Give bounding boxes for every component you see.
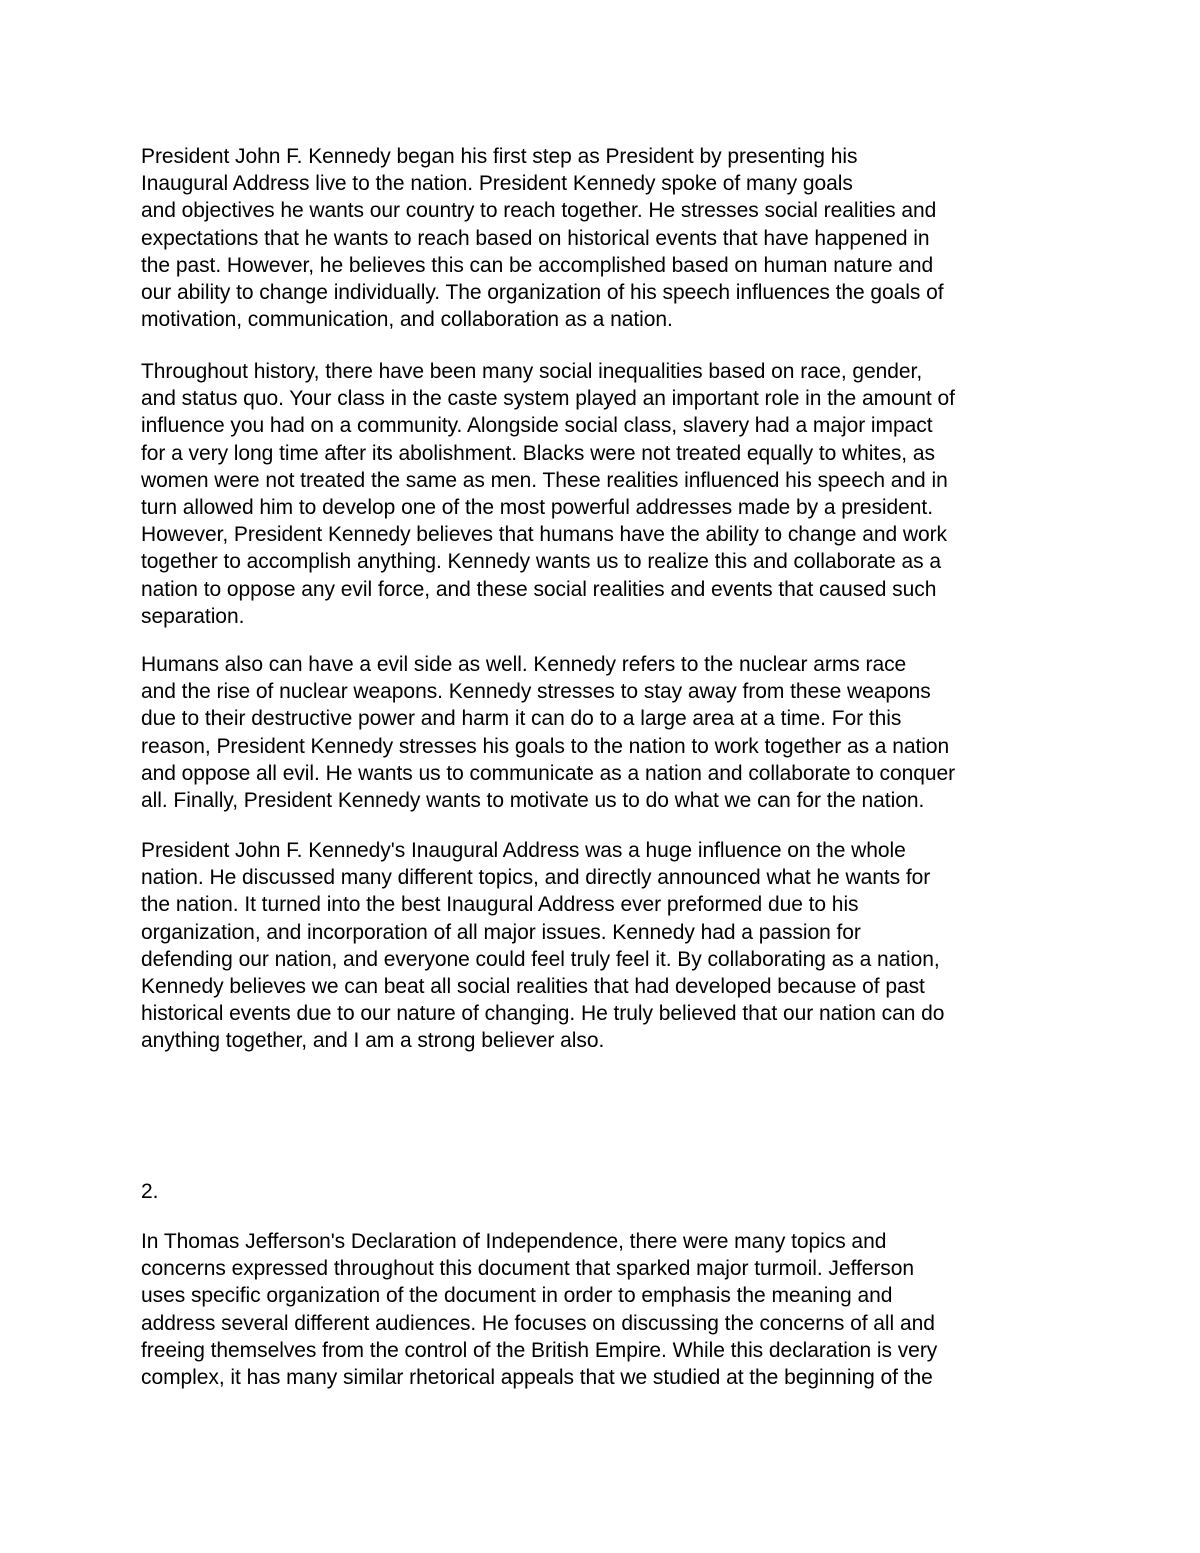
paragraph-jefferson-intro: In Thomas Jefferson's Declaration of Independence, there were many topics and concerns expressed throughout this document that sparked major turmoil. Jefferson uses specific organization of the document in order to emphasis the meaning and address several different audiences. He focuses on discussing the concerns of all and freeing themselves from the control of the British Empire. While this declaration is very complex, it has many similar rhetorical appeals that we studied at the beginning of the [141, 1230, 938, 1390]
paragraph-kennedy-intro: President John F. Kennedy began his first step as President by presenting his Inaugural Address live to the nation. President Kennedy spoke of many goals and objectives he wants our country to reach together. He stresses social realities and expectations that he wants to reach based on historical events that have happened in the past. However, he believes this can be accomplished based on human nature and our ability to change individually. The organization of his speech influences the goals of motivation, communication, and collaboration as a nation. [141, 145, 944, 332]
paragraph-nuclear-weapons: Humans also can have a evil side as well. Kennedy refers to the nuclear arms race and the rise of nuclear weapons. Kennedy stresses to stay away from these weapons due to their destructive power and harm it can do to a large area at a time. For this reason, President Kennedy stresses his goals to the nation to work together as a nation and oppose all evil. He wants us to communicate as a nation and collaborate to conquer all. Finally, President Kennedy wants to motivate us to do what we can for the nation. [141, 653, 956, 813]
paragraph-kennedy-conclusion: President John F. Kennedy's Inaugural Address was a huge influence on the whole nation. He discussed many different topics, and directly announced what he wants for the nation. It turned into the best Inaugural Address ever preformed due to his organization, and incorporation of all major issues. Kennedy had a passion for defending our nation, and everyone could feel truly feel it. By collaborating as a nation, Kennedy believes we can beat all social realities that had developed because of past historical events due to our nature of changing. He truly believed that our nation can do anything together, and I am a strong believer also. [141, 839, 945, 1053]
paragraph-social-inequalities: Throughout history, there have been many social inequalities based on race, gender, and status quo. Your class in the caste system played an important role in the amount of influence you had on a community. Alongside social class, slavery had a major impact for a very long time after its abolishment. Blacks were not treated equally to whites, as women were not treated the same as men. These realities influenced his speech and in turn allowed him to develop one of the most powerful addresses made by a president. However, President Kennedy believes that humans have the ability to change and work together to accomplish anything. Kennedy wants us to realize this and collaborate as a nation to oppose any evil force, and these social realities and events that caused such separation. [141, 360, 955, 628]
section-number: 2. [141, 1180, 159, 1203]
